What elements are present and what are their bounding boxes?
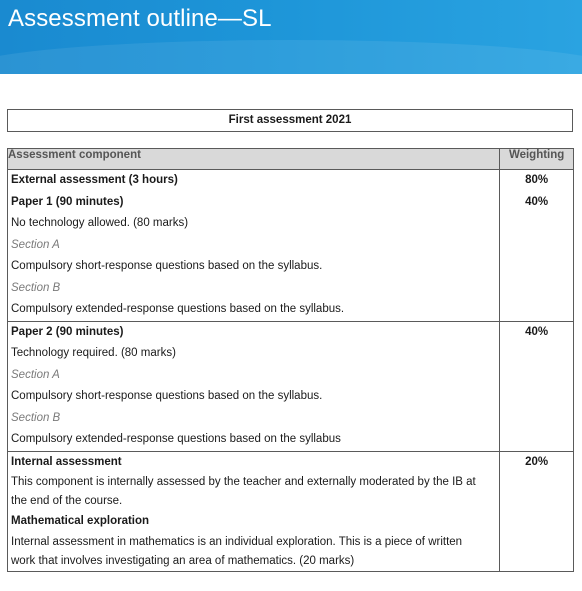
exploration-line2: work that involves investigating an area of mathematics. (20 marks) [11,554,355,567]
exploration-title: Mathematical exploration [11,515,150,527]
page-title: Assessment outline—SL [8,5,272,32]
paper1-section-b-desc: Compulsory extended-response questions based on the syllabus. [11,303,345,315]
assessment-table [7,148,574,572]
paper2-section-b: Section B [11,411,61,424]
internal-desc-line1: This component is internally assessed by the teacher and externally moderated by the IB at [11,476,476,488]
internal-desc-line2: the end of the course. [11,495,123,507]
paper2-weight-cell [500,321,574,451]
paper2-desc: Technology required. (80 marks) [11,347,176,359]
paper2-weight: 40% [525,325,549,338]
paper1-section-a: Section A [11,238,60,251]
column-header-component: Assessment component [8,149,500,170]
table-row [8,451,574,571]
paper1-desc: No technology allowed. (80 marks) [11,217,189,229]
table-header-row [8,149,574,170]
paper1-component-cell [8,170,500,322]
paper1-weight-cell [500,170,574,322]
paper1-weight: 40% [525,195,549,208]
internal-assessment-title: Internal assessment [11,455,122,468]
paper2-title: Paper 2 (90 minutes) [11,325,124,338]
paper2-section-b-desc: Compulsory extended-response questions based on the syllabus [11,433,341,445]
header-banner [0,0,582,74]
first-assessment-label: First assessment 2021 [7,109,573,132]
external-assessment-title: External assessment (3 hours) [11,174,178,186]
paper2-section-a-desc: Compulsory short-response questions based on the syllabus. [11,390,323,402]
internal-component-cell [8,451,500,571]
column-header-weighting: Weighting [500,149,574,170]
table-row [8,321,574,451]
external-weight: 80% [525,174,549,186]
paper1-title: Paper 1 (90 minutes) [11,195,124,208]
internal-weight: 20% [525,455,549,468]
internal-weight-cell [500,451,574,571]
paper1-section-a-desc: Compulsory short-response questions based on the syllabus. [11,260,323,272]
paper2-section-a: Section A [11,368,60,381]
exploration-line1: Internal assessment in mathematics is an individual exploration. This is a piece of written [11,535,463,548]
table-row [8,170,574,322]
paper1-section-b: Section B [11,281,61,294]
paper2-component-cell [8,321,500,451]
